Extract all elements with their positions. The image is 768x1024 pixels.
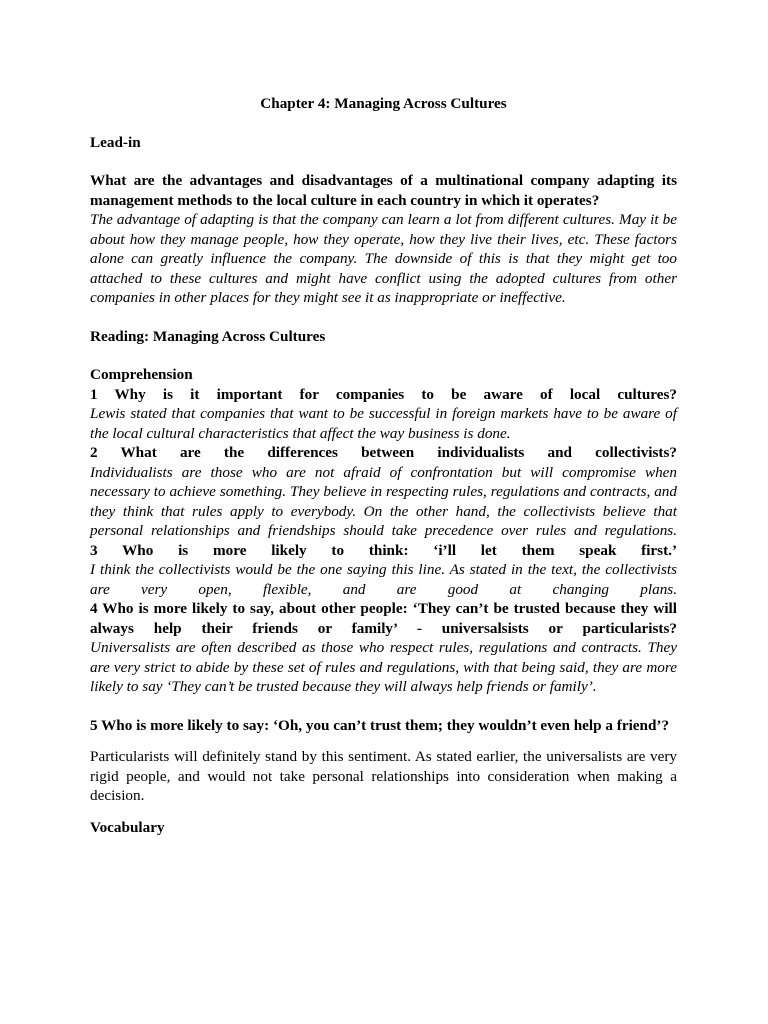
question-4: 4 Who is more likely to say, about other people: ‘They can’t be trusted because they will always help their friends or family’ - universalsists or particularists? bbox=[90, 600, 677, 637]
chapter-title: Chapter 4: Managing Across Cultures bbox=[260, 95, 507, 112]
answer-1: Lewis stated that companies that want to be successful in foreign markets have to be aware of the local cultural characteristics that affect the way business is done. bbox=[90, 405, 677, 442]
comprehension-heading: Comprehension bbox=[90, 366, 193, 383]
vocabulary-heading: Vocabulary bbox=[90, 818, 165, 836]
document-content bbox=[90, 94, 677, 856]
answer-3: I think the collectivists would be the one saying this line. As stated in the text, the collectivists are very open, flexible, and are good at changing plans. bbox=[90, 561, 677, 598]
answer-2: Individualists are those who are not afraid of confrontation but will compromise when necessary to achieve something. They believe in respecting rules, regulations and contracts, and they think that rules apply to everybody. On the other hand, the collectivists believe that personal relationships and friendships should take precedence over rules and regulations. bbox=[90, 463, 677, 539]
question-3: 3 Who is more likely to think: ‘i’ll let them speak first.’ bbox=[90, 541, 677, 559]
answer-5: Particularists will definitely stand by this sentiment. As stated earlier, the universalists are very rigid people, and would not take personal relationships into consideration when making a decision. bbox=[90, 748, 677, 804]
question-2: 2 What are the differences between individualists and collectivists? bbox=[90, 444, 677, 461]
reading-heading: Reading: Managing Across Cultures bbox=[90, 327, 326, 345]
spacer bbox=[90, 735, 677, 747]
question-1: 1 Why is it important for companies to be aware of local cultures? bbox=[90, 385, 677, 403]
leadin-question: What are the advantages and disadvantages of a multinational company adapting its management methods to the local culture in each country in which it operates? bbox=[90, 172, 677, 209]
comprehension-block bbox=[90, 365, 677, 697]
leadin-block bbox=[90, 171, 677, 308]
leadin-heading: Lead-in bbox=[90, 133, 141, 151]
question-5: 5 Who is more likely to say: ‘Oh, you can’t trust them; they wouldn’t even help a friend’? bbox=[90, 716, 670, 734]
answer-4: Universalists are often described as those who respect rules, regulations and contracts. They are very strict to abide by these set of rules and regulations, with that being said, they are more likely to say ‘They can’t be trusted because they will always help friends or family’. bbox=[90, 639, 677, 695]
spacer bbox=[90, 806, 677, 818]
leadin-answer: The advantage of adapting is that the company can learn a lot from different cultures. May it be about how they manage people, how they operate, how they live their lives, etc. These factors alone can greatly influence the company. The downside of this is that they might get too attached to these cultures and might have conflict using the adopted cultures from other companies in other places for they might see it as inappropriate or ineffective. bbox=[90, 211, 677, 306]
